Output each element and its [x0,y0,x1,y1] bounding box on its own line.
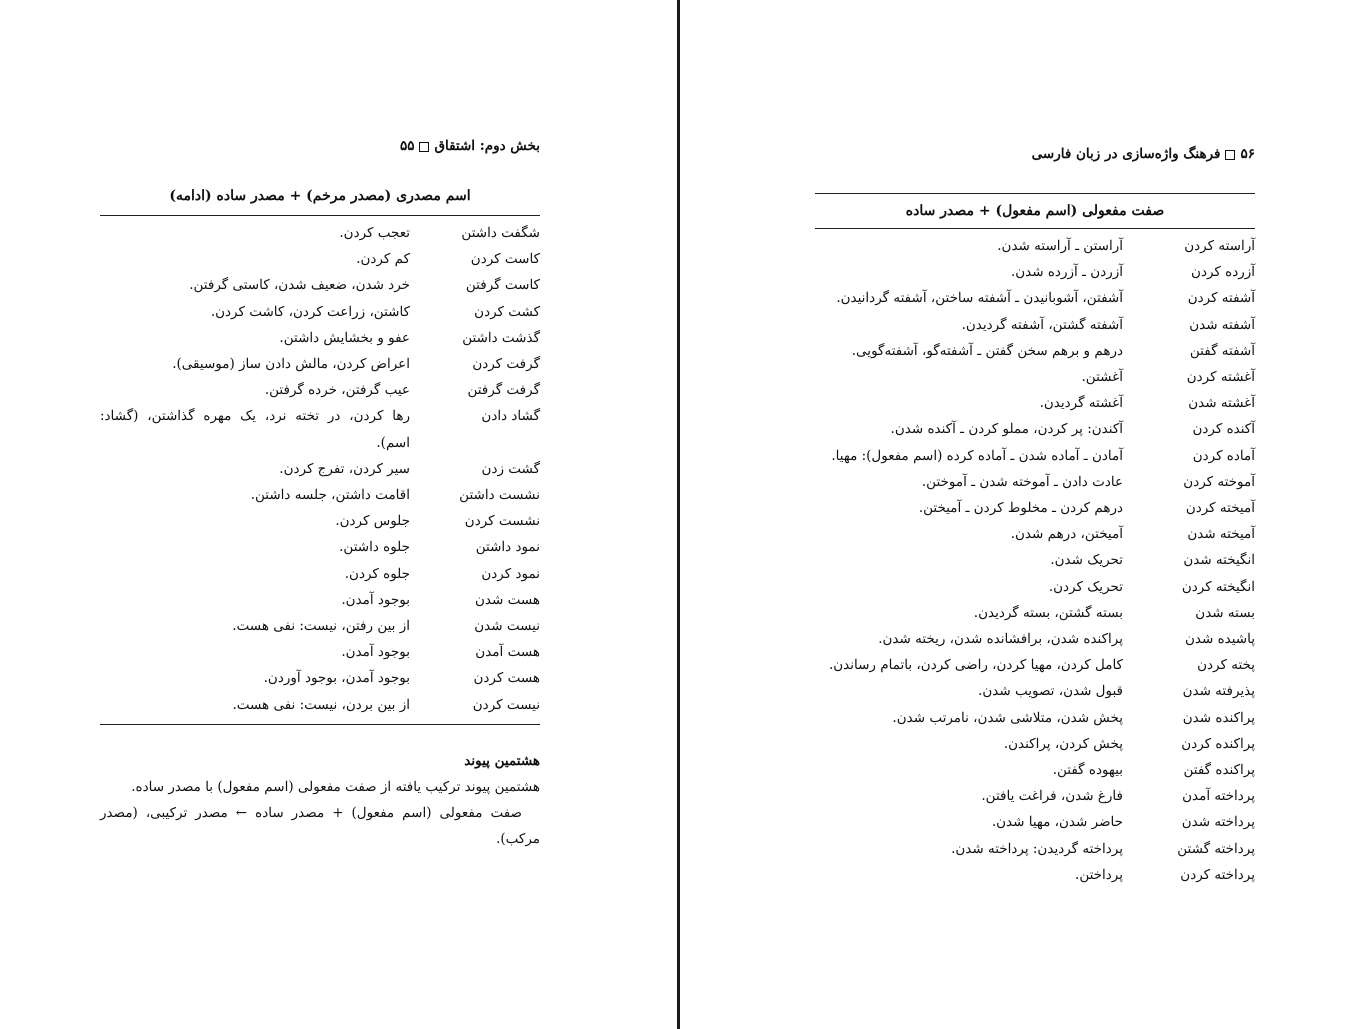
entry-term: نمود کردن [481,565,540,582]
table-row [100,639,540,665]
table-row [815,469,1255,495]
entry-definition: بوجود آمدن. [341,591,410,608]
square-ornament-icon [419,142,429,152]
entry-definition: عفو و بخشایش داشتن. [279,329,410,346]
entry-definition: قبول شدن، تصویب شدن. [978,683,1123,700]
entry-term: گشت زدن [481,460,540,477]
table-row [815,364,1255,390]
entry-definition: آشفتن، آشوبانیدن ـ آشفته ساختن، آشفته گردانیدن. [836,290,1123,307]
table-row [100,377,540,403]
table-row [815,338,1255,364]
entry-definition: پرداخته گردیدن: پرداخته شدن. [951,840,1123,857]
entry-definition: بیهوده گفتن. [1052,762,1123,779]
entry-definition: سیر کردن، تفرج کردن. [279,460,410,477]
entry-definition: بوجود آمدن، بوجود آوردن. [263,670,410,687]
entry-term: نیست کردن [472,696,540,713]
entry-term: گرفت کردن [472,356,540,373]
running-head [100,138,540,154]
entry-term: پذیرفته شدن [1182,683,1255,700]
table-row [100,351,540,377]
entry-term: گرفت گرفتن [467,382,540,399]
entry-definition: آمیختن، درهم شدن. [1010,526,1123,543]
table-row [100,587,540,613]
entry-term: پراکنده شدن [1182,709,1255,726]
entry-term: آشفته شدن [1189,316,1255,333]
entry-term: پراکنده گفتن [1183,762,1255,779]
entry-term: پرداخته گشتن [1177,840,1255,857]
entry-term: گشاد دادن [481,408,540,425]
entry-definition: پخش کردن، پراکندن. [1003,735,1123,752]
entry-term: شگفت داشتن [461,225,540,241]
entry-definition: آشفته گشتن، آشفته گردیدن. [961,316,1123,333]
entry-definition: عادت دادن ـ آموخته شدن ـ آموختن. [921,473,1123,490]
table-row [815,652,1255,678]
entry-term: هست آمدن [475,644,540,661]
entry-definition: تحریک شدن. [1050,552,1123,569]
entry-term: پراکنده کردن [1181,735,1255,752]
entry-term: آمیخته کردن [1185,500,1255,517]
entry-definition: آزردن ـ آزرده شدن. [1010,264,1123,281]
entry-definition: پرداختن. [1075,866,1123,883]
section-formula: صفت مفعولی (اسم مفعول) + مصدر ساده ← مصدر ترکیبی، (مصدر مرکب). [100,805,540,847]
table-row [815,285,1255,311]
entry-term: کشت کردن [474,303,540,320]
entry-term: آموخته کردن [1183,473,1255,490]
entry-term: هست شدن [474,591,540,608]
entry-definition: پخش شدن، متلاشی شدن، نامرتب شدن. [892,709,1123,726]
entry-term: پرداخته شدن [1181,814,1255,831]
table-row [815,312,1255,338]
entry-term: نشست داشتن [459,487,540,504]
table-row [815,862,1255,888]
entry-term: آماده کردن [1192,447,1255,464]
entry-definition: حاضر شدن، مهیا شدن. [991,814,1123,831]
entry-term: نمود داشتن [475,539,540,556]
table-row [100,508,540,534]
table-row [815,416,1255,442]
entry-term: گذشت داشتن [462,329,540,346]
table-title: صفت مفعولی (اسم مفعول) + مصدر ساده [815,193,1255,229]
left-page [100,0,540,1029]
table-row [815,626,1255,652]
entry-definition: کاشتن، زراعت کردن، کاشت کردن. [210,303,410,320]
page-number: ۵۵ [399,138,415,154]
entry-term: نیست شدن [474,618,540,635]
entry-definition: رها کردن، در تخته نرد، یک مهره گذاشتن، (گشاد: اسم). [100,408,410,451]
table-row [815,259,1255,285]
running-head-title: فرهنگ واژه‌سازی در زبان فارسی [1031,146,1221,162]
entry-definition: از بین بردن، نیست: نفی هست. [232,696,410,713]
table-row [815,547,1255,573]
table-title: اسم مصدری (مصدر مرخم) + مصدر ساده (ادامه) [100,180,540,216]
entry-definition: تحریک کردن. [1048,578,1123,595]
table-row [815,757,1255,783]
entry-definition: خرد شدن، ضعیف شدن، کاستی گرفتن. [189,277,410,294]
entry-term: پخته کردن [1197,657,1255,674]
table-row [100,613,540,639]
right-page [815,0,1255,1029]
entry-term: آمیخته شدن [1187,526,1255,543]
section-title: هشتمین پیوند [464,753,540,769]
table-row [815,574,1255,600]
table-row [100,692,540,718]
entry-definition: بسته گشتن، بسته گردیدن. [973,604,1123,621]
table-row [100,665,540,691]
table-rows [815,233,1255,888]
entry-term: کاست کردن [470,251,540,268]
entry-term: انگیخته کردن [1181,578,1255,595]
book-spine [677,0,680,1029]
running-head-title: بخش دوم: اشتقاق [434,138,540,154]
table-row [815,521,1255,547]
word-table [815,193,1255,888]
entry-term: آغشته کردن [1186,369,1255,386]
entry-term: آغشته شدن [1188,395,1255,412]
entry-term: آزرده کردن [1191,264,1255,281]
table-row [815,233,1255,259]
table-row [100,246,540,272]
entry-definition: کامل کردن، مهیا کردن، راضی کردن، باتمام رساندن. [828,657,1123,674]
entry-term: آشفته گفتن [1189,342,1255,359]
entry-definition: جلوه داشتن. [339,539,410,556]
entry-definition: عیب گرفتن، خرده گرفتن. [264,382,410,399]
table-row [100,299,540,325]
entry-definition: اعراض کردن، مالش دادن ساز (موسیقی). [172,356,410,373]
table-row [100,272,540,298]
entry-term: آشفته کردن [1187,290,1255,307]
entry-definition: اقامت داشتن، جلسه داشتن. [250,487,410,504]
entry-term: انگیخته شدن [1183,552,1255,569]
entry-definition: کم کردن. [356,251,410,268]
table-row [815,809,1255,835]
word-table [100,180,540,725]
entry-term: پاشیده شدن [1184,631,1255,648]
entry-definition: جلوس کردن. [335,513,410,530]
table-row [815,705,1255,731]
section-paragraph: هشتمین پیوند ترکیب یافته از صفت مفعولی (اسم مفعول) با مصدر ساده. [131,779,540,795]
entry-term: کاست گرفتن [465,277,540,294]
table-row [815,390,1255,416]
entry-definition: بوجود آمدن. [341,644,410,661]
entry-definition: آغشتن. [1081,369,1123,386]
section-eighth-link [100,748,540,852]
table-row [100,220,540,246]
entry-definition: پراکنده شدن، برافشانده شدن، ریخته شدن. [878,631,1123,648]
entry-term: بسته شدن [1195,604,1255,621]
table-rows [100,220,540,718]
entry-term: پرداخته کردن [1180,866,1255,883]
table-row [815,600,1255,626]
entry-definition: آغشته گردیدن. [1039,395,1123,412]
entry-definition: تعجب کردن. [339,225,410,241]
entry-definition: درهم کردن ـ مخلوط کردن ـ آمیختن. [918,500,1123,517]
table-row [815,495,1255,521]
entry-definition: جلوه کردن. [344,565,410,582]
table-row [100,325,540,351]
entry-definition: از بین رفتن، نیست: نفی هست. [232,618,410,635]
entry-definition: آکندن: پر کردن، مملو کردن ـ آکنده شدن. [890,421,1123,438]
table-row [100,456,540,482]
table-row [815,836,1255,862]
table-row [100,561,540,587]
entry-definition: آمادن ـ آماده شدن ـ آماده کرده (اسم مفعول): مهیا. [831,447,1123,464]
square-ornament-icon [1225,150,1235,160]
entry-definition: درهم و برهم سخن گفتن ـ آشفته‌گو، آشفته‌گویی. [851,342,1123,359]
table-row [100,534,540,560]
table-bottom-rule [100,724,540,725]
page-number: ۵۶ [1240,146,1255,162]
entry-term: نشست کردن [464,513,540,530]
table-row [815,443,1255,469]
entry-definition: آراستن ـ آراسته شدن. [997,238,1123,254]
table-row [100,403,540,455]
table-row [815,731,1255,757]
running-head [815,146,1255,162]
entry-term: آراسته کردن [1184,238,1255,254]
entry-term: پرداخته آمدن [1182,788,1255,805]
entry-term: هست کردن [473,670,540,687]
table-row [815,783,1255,809]
entry-definition: فارغ شدن، فراغت یافتن. [981,788,1123,805]
table-row [100,482,540,508]
table-row [815,678,1255,704]
entry-term: آکنده کردن [1192,421,1255,438]
